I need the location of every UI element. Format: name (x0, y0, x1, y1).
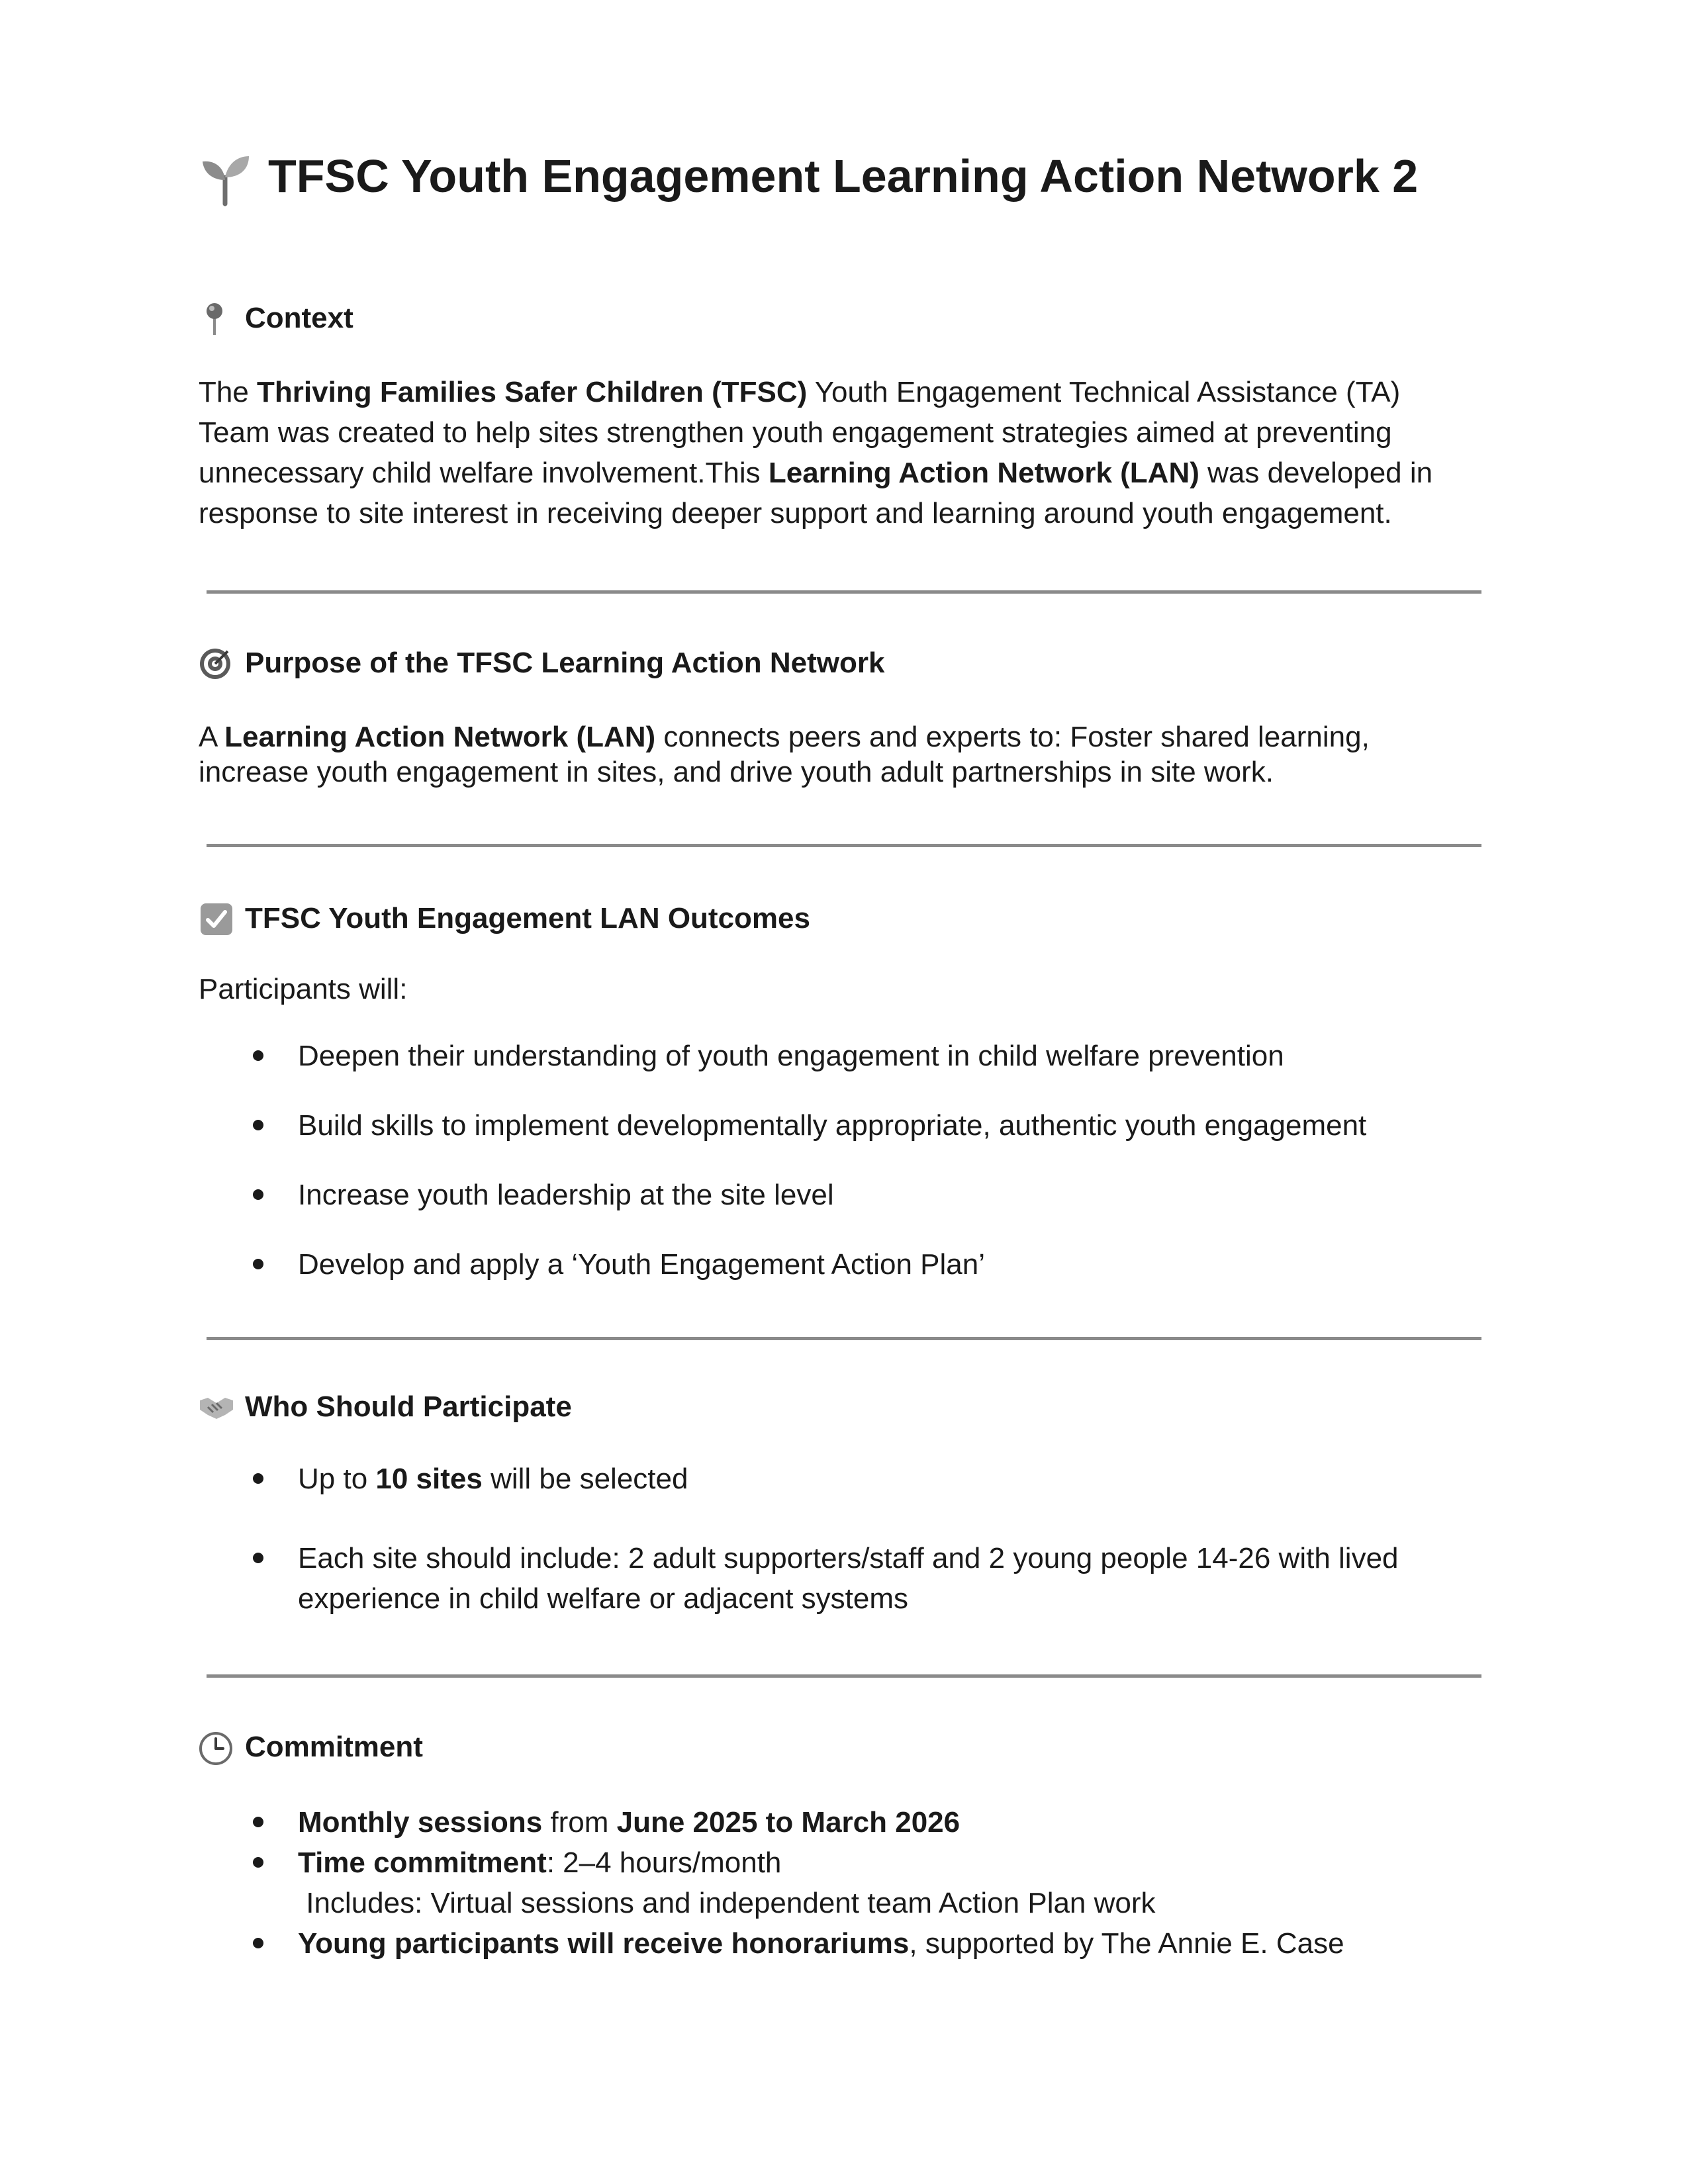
outcomes-heading-icon (200, 903, 233, 936)
list-item: Time commitment: 2–4 hours/month (298, 1846, 782, 1879)
purpose-line-1: A Learning Action Network (LAN) connects peers and experts to: Foster shared learning, (199, 721, 1370, 753)
list-item: Monthly sessions from June 2025 to March 2026 (298, 1806, 961, 1839)
outcomes-heading: TFSC Youth Engagement LAN Outcomes (245, 902, 810, 934)
direct-hit-icon (199, 647, 232, 680)
bullet (253, 1259, 263, 1269)
context-line-1: The Thriving Families Safer Children (TFSC) Youth Engagement Technical Assistance (TA) (199, 376, 1401, 408)
list-item: Increase youth leadership at the site level (298, 1179, 834, 1211)
list-item-continuation: experience in child welfare or adjacent systems (298, 1582, 909, 1615)
purpose-line-2: increase youth engagement in sites, and drive youth adult partnerships in site work. (199, 756, 1274, 788)
list-item: Develop and apply a ‘Youth Engagement Action Plan’ (298, 1248, 986, 1281)
handshake-icon (199, 1392, 234, 1422)
commitment-heading: Commitment (245, 1731, 423, 1763)
context-line-3: unnecessary child welfare involvement.This Learning Action Network (LAN) was developed in (199, 457, 1433, 489)
bullet (253, 1189, 263, 1200)
context-heading-icon (201, 302, 228, 336)
check-mark-button-icon (200, 903, 233, 936)
bullet (253, 1050, 263, 1061)
list-item: Up to 10 sites will be selected (298, 1463, 688, 1495)
outcomes-intro: Participants will: (199, 973, 408, 1005)
list-item: Deepen their understanding of youth engagement in child welfare prevention (298, 1040, 1284, 1072)
context-line-4: response to site interest in receiving deeper support and learning around youth engagement. (199, 497, 1392, 529)
divider (207, 590, 1481, 594)
clock-icon (199, 1731, 233, 1766)
bullet (253, 1553, 263, 1563)
title-icon (199, 151, 252, 206)
divider (207, 1337, 1481, 1340)
seedling-icon (199, 151, 252, 206)
round-pushpin-icon (201, 302, 228, 336)
divider (207, 1674, 1481, 1678)
purpose-heading: Purpose of the TFSC Learning Action Network (245, 647, 885, 679)
participate-heading: Who Should Participate (245, 1390, 572, 1423)
bullet (253, 1120, 263, 1130)
context-heading: Context (245, 302, 353, 334)
context-line-2: Team was created to help sites strengthen youth engagement strategies aimed at preventing (199, 416, 1392, 449)
bullet (253, 1473, 263, 1484)
page-title: TFSC Youth Engagement Learning Action Network 2 (268, 150, 1419, 202)
bullet (253, 1817, 263, 1827)
bullet (253, 1857, 263, 1868)
list-item-continuation: Includes: Virtual sessions and independent team Action Plan work (298, 1887, 1156, 1919)
list-item: Build skills to implement developmentally appropriate, authentic youth engagement (298, 1109, 1367, 1142)
divider (207, 844, 1481, 847)
list-item: Young participants will receive honorariums, supported by The Annie E. Case (298, 1927, 1344, 1960)
commitment-heading-icon (199, 1731, 233, 1766)
purpose-heading-icon (199, 647, 232, 680)
list-item: Each site should include: 2 adult supporters/staff and 2 young people 14-26 with lived (298, 1542, 1399, 1574)
bullet (253, 1938, 263, 1948)
participate-heading-icon (199, 1392, 234, 1422)
